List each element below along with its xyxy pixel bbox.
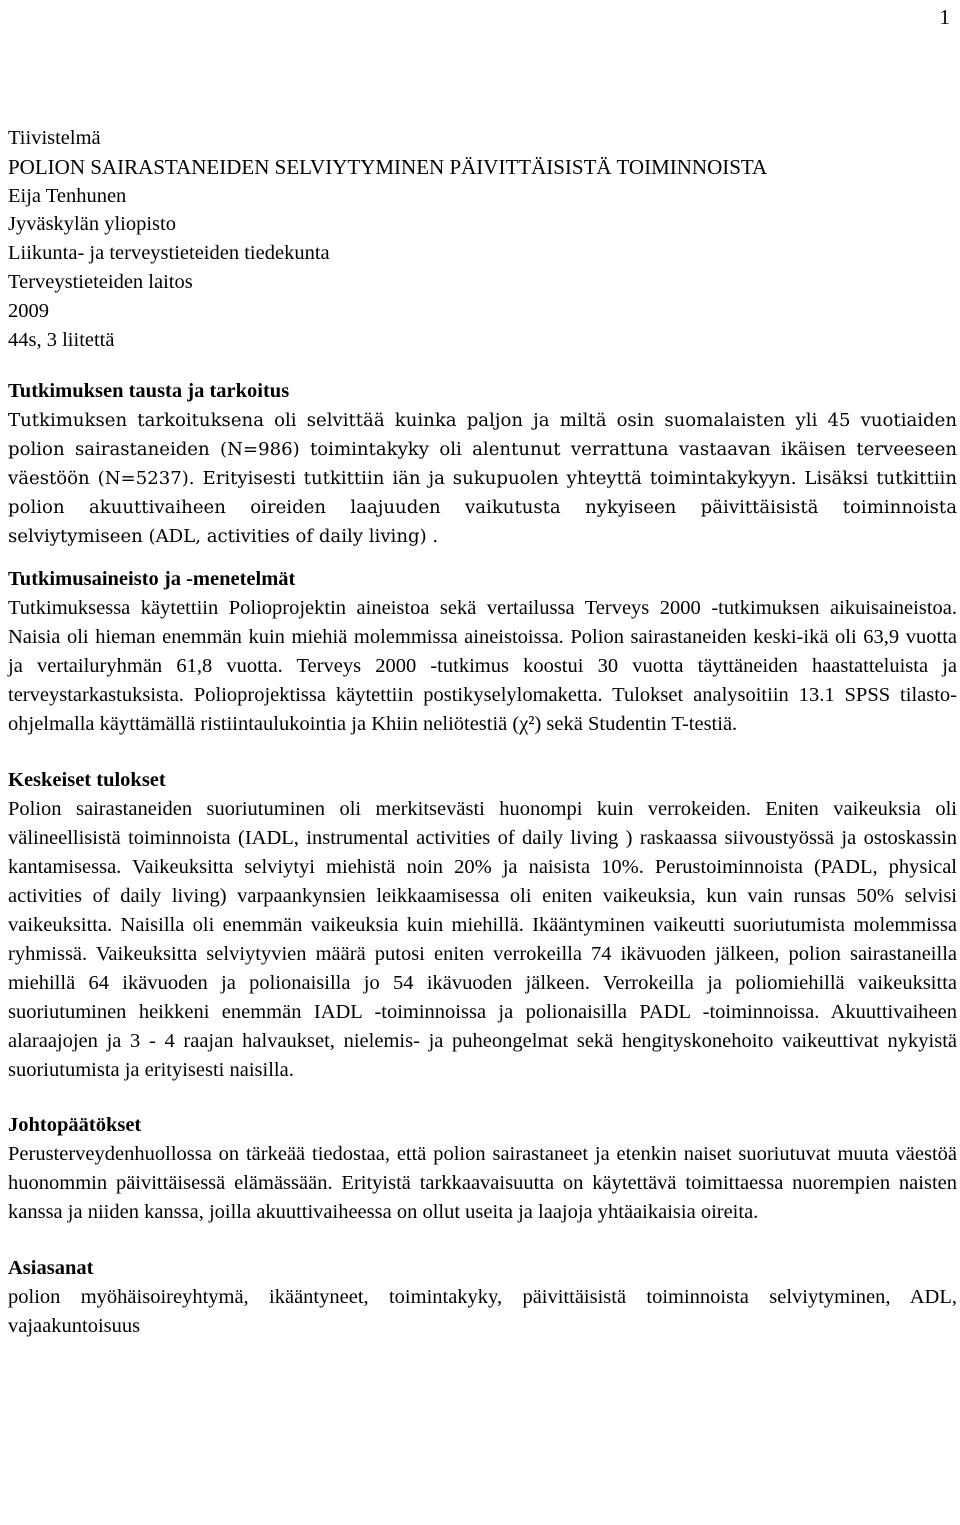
abstract-header	[8, 124, 957, 354]
abstract-document	[8, 124, 957, 1341]
section-heading: Tutkimusaineisto ja -menetelmät	[8, 568, 296, 591]
section-results	[8, 766, 957, 1085]
abstract-label: Tiivistelmä	[8, 127, 101, 149]
faculty-name: Liikunta- ja terveystieteiden tiedekunta	[8, 242, 330, 265]
section-heading: Johtopäätökset	[8, 1114, 142, 1137]
section-keywords	[8, 1254, 957, 1341]
page-number: 1	[939, 5, 950, 29]
thesis-title: POLION SAIRASTANEIDEN SELVIYTYMINEN PÄIVITTÄISISTÄ TOIMINNOISTA	[8, 154, 768, 179]
section-body: Tutkimuksen tarkoituksena oli selvittää kuinka paljon ja miltä osin suomalaisten yli 45 vuotiaiden polion sairastaneiden (N=986) toimintakyky oli alentunut verrattuna vastaavan ikäisen terveeseen väestöön (N=5237). Erityisesti tutkittiin iän ja sukupuolen yhteyttä toimintakykyyn. Lisäksi tutkittiin polion akuuttivaiheen oireiden laajuuden vaikutusta nykyiseen päivittäisistä toiminnoista selviytymiseen (ADL, activities of daily living) .	[8, 410, 957, 548]
department-name: Terveystieteiden laitos	[8, 270, 193, 293]
section-heading: Asiasanat	[8, 1257, 94, 1280]
page-count: 44s, 3 liitettä	[8, 328, 115, 351]
author-name: Eija Tenhunen	[8, 184, 127, 207]
section-heading: Tutkimuksen tausta ja tarkoitus	[8, 380, 290, 403]
university-name: Jyväskylän yliopisto	[8, 213, 176, 236]
section-heading: Keskeiset tulokset	[8, 769, 166, 792]
section-body: Tutkimuksessa käytettiin Polioprojektin aineistoa sekä vertailussa Terveys 2000 -tutkimuksen aikuisaineistoa. Naisia oli hieman enemmän kuin miehiä molemmissa aineistoissa. Polion sairastaneiden keski-ikä oli 63,9 vuotta ja vertailuryhmän 61,8 vuotta. Terveys 2000 -tutkimus koostui 30 vuotta täyttäneiden haastatteluista ja terveystarkastuksista. Polioprojektissa käytettiin postikyselylomaketta. Tulokset analysoitiin 13.1 SPSS tilasto-ohjelmalla käyttämällä ristiintaulukointia ja Khiin neliötestiä (χ²) sekä Studentin T-testiä.	[8, 597, 957, 736]
section-body: polion myöhäisoireyhtymä, ikääntyneet, toimintakyky, päivittäisistä toiminnoista selviytyminen, ADL, vajaakuntoisuus	[8, 1286, 957, 1338]
section-body: Perusterveydenhuollossa on tärkeää tiedostaa, että polion sairastaneet ja etenkin naiset suoriutuvat muuta väestöä huonommin päivittäisessä elämässään. Erityistä tarkkaavaisuutta on käytettävä toimittaessa nuorempien naisten kanssa ja niiden kanssa, joilla akuuttivaiheessa on ollut useita ja laajoja yhtäaikaisia oireita.	[8, 1143, 957, 1224]
section-methods	[8, 565, 957, 739]
publication-year: 2009	[8, 299, 49, 322]
section-conclusions	[8, 1111, 957, 1227]
section-background	[8, 377, 957, 551]
section-body: Polion sairastaneiden suoriutuminen oli merkitsevästi huonompi kuin verrokeiden. Eniten vaikeuksia oli välineellisistä toiminnoista (IADL, instrumental activities of daily living ) raskaassa siivoustyössä ja ostoskassin kantamisessa. Vaikeuksitta selviytyi miehistä noin 20% ja naisista 10%. Perustoiminnoista (PADL, physical activities of daily living) varpaankynsien leikkaamisessa oli eniten vaikeuksia, kun vain runsas 50% selvisi vaikeuksitta. Naisilla oli enemmän vaikeuksia kuin miehillä. Ikääntyminen vaikeutti suoriutumista molemmissa ryhmissä. Vaikeuksitta selviytyvien määrä putosi eniten verrokeilla 74 ikävuoden jälkeen, polion sairastaneilla miehillä 64 ikävuoden ja polionaisilla jo 54 ikävuoden jälkeen. Verrokeilla ja poliomiehillä vaikeuksitta suoriutuminen heikkeni enemmän IADL -toiminnoissa ja polionaisilla PADL -toiminnoissa. Akuuttivaiheen alaraajojen ja 3 - 4 raajan halvaukset, nielemis- ja puheongelmat sekä hengityskonehoito vaikeuttivat nykyistä suoriutumista ja erityisesti naisilla.	[8, 798, 957, 1082]
